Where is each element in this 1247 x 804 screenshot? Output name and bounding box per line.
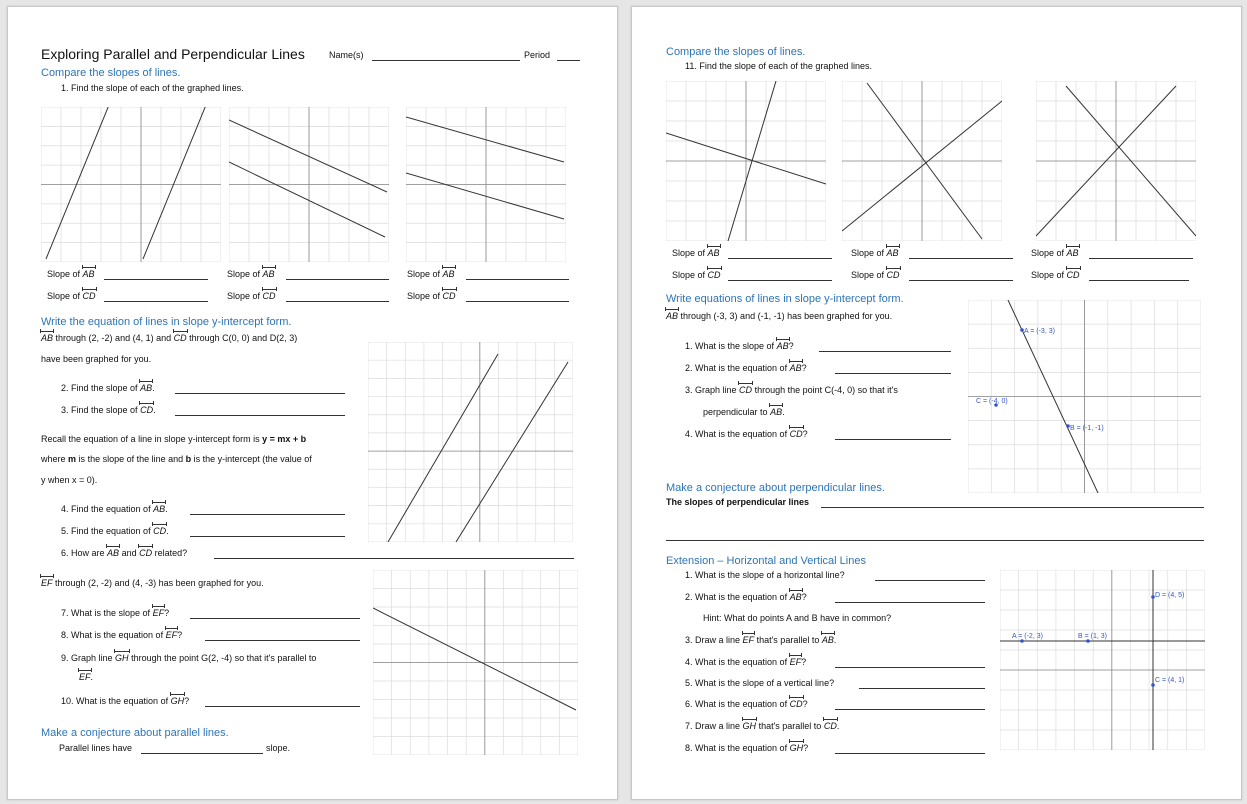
q7-answer-line[interactable] <box>190 618 360 619</box>
conjecture-text: Parallel lines have <box>59 743 133 753</box>
ext-q5-answer-line[interactable] <box>859 688 985 689</box>
page-title: Exploring Parallel and Perpendicular Lines <box>41 46 305 62</box>
question-2: 2. Find the slope of AB. <box>61 383 155 393</box>
recall-line-1: Recall the equation of a line in slope y-intercept form is y = mx + b <box>41 434 307 444</box>
ext-q6-answer-line[interactable] <box>835 709 985 710</box>
period-answer-line[interactable] <box>557 60 580 61</box>
write-heading-2: Write equations of lines in slope y-intercept form. <box>666 293 904 305</box>
p2-question-1: 1. What is the slope of AB? <box>685 341 794 351</box>
p2-q2-answer-line[interactable] <box>835 373 951 374</box>
slope-cd-label-2: Slope of CD <box>227 291 276 301</box>
graph-horizontal-vertical <box>1000 570 1205 750</box>
p2-slope-cd-answer-1[interactable] <box>728 280 832 281</box>
ext-question-7: 7. Draw a line GH that's parallel to CD. <box>685 721 840 731</box>
p2-question-3: 3. Graph line CD through the point C(-4, 0) so that it's <box>685 385 898 395</box>
q3-answer-line[interactable] <box>175 415 345 416</box>
slope-cd-label-3: Slope of CD <box>407 291 456 301</box>
q4-answer-line[interactable] <box>190 514 345 515</box>
question-5: 5. Find the equation of CD. <box>61 526 169 536</box>
slope-cd-answer-3[interactable] <box>466 301 569 302</box>
question-9: 9. Graph line GH through the point G(2, -4) so that it's parallel to <box>61 653 317 663</box>
line-ef <box>373 608 576 710</box>
p2-q4-answer-line[interactable] <box>835 439 951 440</box>
graph-ab-cd <box>368 342 573 542</box>
compare-heading: Compare the slopes of lines. <box>41 67 181 79</box>
p2-slope-cd-answer-3[interactable] <box>1089 280 1189 281</box>
p2-slope-cd-answer-2[interactable] <box>909 280 1013 281</box>
question-4: 4. Find the equation of AB. <box>61 504 168 514</box>
p2-slope-cd-label-1: Slope of CD <box>672 270 721 280</box>
ext-question-8: 8. What is the equation of GH? <box>685 743 809 753</box>
slope-ab-answer-2[interactable] <box>286 279 389 280</box>
question-1: 1. Find the slope of each of the graphed lines. <box>61 83 244 93</box>
compare-heading-2: Compare the slopes of lines. <box>666 46 806 58</box>
name-answer-line[interactable] <box>372 60 520 61</box>
graph-1a <box>41 107 221 262</box>
slope-ab-label-2: Slope of AB <box>227 269 275 279</box>
p2-slope-ab-answer-2[interactable] <box>909 258 1013 259</box>
perp-conjecture-line-1[interactable] <box>821 507 1204 508</box>
slope-ab-answer-3[interactable] <box>466 279 569 280</box>
worksheet-page-2 <box>631 6 1242 800</box>
q2-answer-line[interactable] <box>175 393 345 394</box>
line-cd <box>46 107 109 259</box>
graph-1c <box>406 107 566 262</box>
recall-line-2: where m is the slope of the line and b is the y-intercept (the value of <box>41 454 312 464</box>
p2-slope-cd-label-3: Slope of CD <box>1031 270 1080 280</box>
slope-ab-answer-1[interactable] <box>104 279 208 280</box>
ext-question-6: 6. What is the equation of CD? <box>685 699 808 709</box>
given-ef: EF through (2, -2) and (4, -3) has been graphed for you. <box>41 578 264 588</box>
q5-answer-line[interactable] <box>190 536 345 537</box>
graph-1b <box>229 107 389 262</box>
question-3: 3. Find the slope of CD. <box>61 405 156 415</box>
p2-question-3-cont: perpendicular to AB. <box>703 407 785 417</box>
question-11: 11. Find the slope of each of the graphed lines. <box>685 61 872 71</box>
given-ab-2: AB through (-3, 3) and (-1, -1) has been graphed for you. <box>666 311 893 321</box>
graph-ef <box>373 570 578 755</box>
ext-q2-answer-line[interactable] <box>835 602 985 603</box>
p2-slope-ab-label-2: Slope of AB <box>851 248 899 258</box>
question-6: 6. How are AB and CD related? <box>61 548 188 558</box>
perp-conjecture-line-2[interactable] <box>666 540 1204 541</box>
q6-answer-line[interactable] <box>214 558 574 559</box>
graph-11a <box>666 81 826 241</box>
question-9-cont: EF. <box>79 672 94 682</box>
recall-line-3: y when x = 0). <box>41 475 98 485</box>
slope-ab-label-3: Slope of AB <box>407 269 455 279</box>
p2-slope-ab-label-1: Slope of AB <box>672 248 720 258</box>
p2-slope-cd-label-2: Slope of CD <box>851 270 900 280</box>
line-cd <box>229 162 385 237</box>
slope-ab-label-1: Slope of AB <box>47 269 95 279</box>
label-b: B = (1, 3) <box>1078 633 1107 640</box>
perpendicular-conjecture-text: The slopes of perpendicular lines <box>666 497 810 507</box>
worksheet-page-1 <box>7 6 618 800</box>
label-c: C = (4, 1) <box>1155 677 1185 684</box>
given-ab-cd: AB through (2, -2) and (4, 1) and CD through C(0, 0) and D(2, 3) <box>41 333 298 343</box>
slope-cd-label-1: Slope of CD <box>47 291 96 301</box>
question-8: 8. What is the equation of EF? <box>61 630 183 640</box>
line-cd <box>406 117 564 162</box>
graph-11c <box>1036 81 1196 241</box>
extension-heading: Extension – Horizontal and Vertical Lines <box>666 555 866 567</box>
line-ab <box>143 107 206 259</box>
graph-perpendicular <box>968 300 1201 493</box>
question-10: 10. What is the equation of GH? <box>61 696 190 706</box>
slope-cd-answer-1[interactable] <box>104 301 208 302</box>
p2-slope-ab-answer-1[interactable] <box>728 258 832 259</box>
label-b: B = (-1, -1) <box>1070 425 1104 432</box>
ext-hint: Hint: What do points A and B have in common? <box>703 613 892 623</box>
perpendicular-conjecture-heading: Make a conjecture about perpendicular lines. <box>666 482 885 494</box>
p2-q1-answer-line[interactable] <box>819 351 951 352</box>
conjecture-answer-line[interactable] <box>141 753 263 754</box>
p2-question-4: 4. What is the equation of CD? <box>685 429 808 439</box>
label-a: A = (-2, 3) <box>1012 633 1043 640</box>
ext-question-1: 1. What is the slope of a horizontal line? <box>685 570 845 580</box>
given-text: have been graphed for you. <box>41 354 152 364</box>
line-ab <box>406 173 564 219</box>
ext-q1-answer-line[interactable] <box>875 580 985 581</box>
ext-question-3: 3. Draw a line EF that's parallel to AB. <box>685 635 837 645</box>
q10-answer-line[interactable] <box>205 706 360 707</box>
conjecture-text-end: slope. <box>266 743 291 753</box>
question-7: 7. What is the slope of EF? <box>61 608 170 618</box>
label-c: C = (-4, 0) <box>976 398 1008 405</box>
p2-slope-ab-answer-3[interactable] <box>1089 258 1193 259</box>
ext-q8-answer-line[interactable] <box>835 753 985 754</box>
line-ab <box>229 120 387 192</box>
p2-question-2: 2. What is the equation of AB? <box>685 363 807 373</box>
label-d: D = (4, 5) <box>1155 592 1185 599</box>
period-label: Period <box>524 50 551 60</box>
write-heading: Write the equation of lines in slope y-intercept form. <box>41 316 292 328</box>
parallel-conjecture-heading: Make a conjecture about parallel lines. <box>41 727 229 739</box>
name-label: Name(s) <box>329 50 364 60</box>
graph-11b <box>842 81 1002 241</box>
p2-slope-ab-label-3: Slope of AB <box>1031 248 1079 258</box>
ext-question-4: 4. What is the equation of EF? <box>685 657 807 667</box>
q8-answer-line[interactable] <box>205 640 360 641</box>
line-ab <box>456 362 568 542</box>
ext-q4-answer-line[interactable] <box>835 667 985 668</box>
label-a: A = (-3, 3) <box>1024 328 1055 335</box>
slope-cd-answer-2[interactable] <box>286 301 389 302</box>
ext-question-5: 5. What is the slope of a vertical line? <box>685 678 835 688</box>
ext-question-2: 2. What is the equation of AB? <box>685 592 807 602</box>
line-cd <box>388 354 498 542</box>
